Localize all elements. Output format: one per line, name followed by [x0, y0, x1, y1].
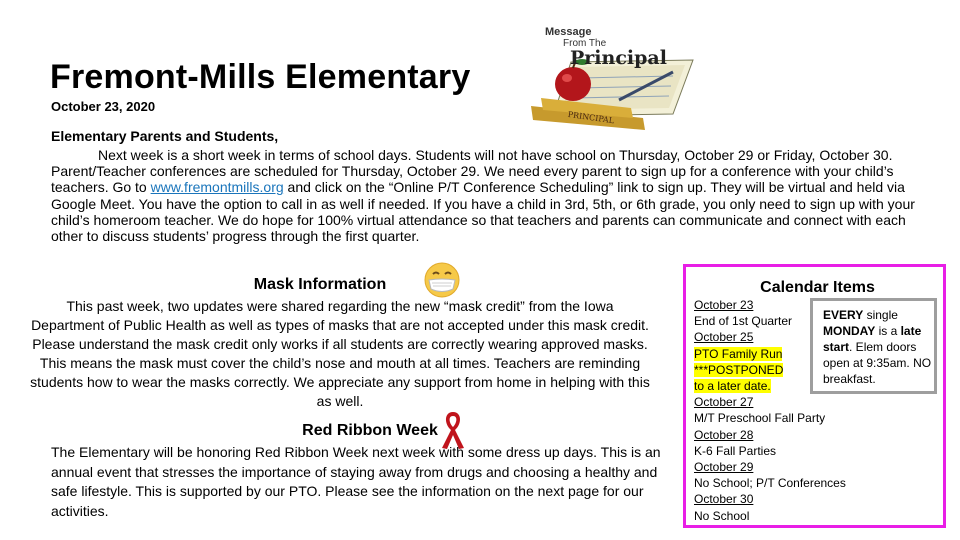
- logo-line3: Principal: [570, 47, 667, 69]
- intro-text-before: Next week is a short week in terms of school days. Students will not have school on Thursday, October 29 or Friday, October 30. Parent/Teacher conferences are scheduled for Thursday, October 29. We need every parent to sign up for a conference with your child’s teachers. Go to: [51, 147, 894, 196]
- calendar-event: M/T Preschool Fall Party: [694, 411, 826, 426]
- calendar-event: End of 1st Quarter: [694, 314, 793, 329]
- calendar-event: No School; P/T Conferences: [694, 476, 846, 491]
- greeting: Elementary Parents and Students,: [51, 128, 279, 144]
- logo-line1: Message: [545, 26, 592, 38]
- calendar-date: October 30: [694, 492, 754, 507]
- message-from-principal-logo: [523, 22, 696, 132]
- calendar-event-highlighted: ***POSTPONED: [694, 362, 784, 377]
- late-start-monday: MONDAY: [823, 324, 876, 338]
- plaque-text: PRINCIPAL: [567, 109, 615, 126]
- intro-text-after: and click on the “Online P/T Conference Scheduling” link to sign up. They will be virtual and held via Google Meet. You have the option to call in as well if needed. If you have a child in 3rd, 5th, or 6th grade, you only need to sign up with your child’s homeroom teacher. We do hope for 100% virtual attendance so that teachers and parents can communicate and connect with each other to discuss students’ progress through the first quarter.: [51, 179, 915, 245]
- late-start-start: start: [823, 340, 850, 354]
- calendar-box: [683, 264, 946, 528]
- calendar-title: Calendar Items: [760, 279, 875, 296]
- calendar-date: October 29: [694, 460, 754, 475]
- late-start-text: is a: [875, 324, 901, 338]
- newsletter-date: October 23, 2020: [51, 99, 156, 114]
- page-title: Fremont-Mills Elementary: [50, 58, 471, 96]
- late-start-note: [810, 298, 937, 394]
- calendar-event-highlighted: PTO Family Run: [694, 346, 783, 361]
- red-ribbon-heading: Red Ribbon Week: [302, 422, 438, 439]
- late-start-late: late: [900, 324, 922, 338]
- face-with-mask-icon: [424, 262, 460, 298]
- late-start-text: . Elem doors open at 9:35am. NO breakfast.: [823, 340, 932, 386]
- calendar-date: October 25: [694, 330, 754, 345]
- calendar-event: K-6 Fall Parties: [694, 443, 777, 458]
- mask-heading: Mask Information: [253, 276, 387, 293]
- intro-paragraph: [51, 147, 941, 244]
- mask-paragraph: This past week, two updates were shared regarding the new “mask credit” from the Iowa Department of Public Health as well as types of masks that are not accepted under this mask credit. Please understand the mask credit only works if all students are correctly wearing approved masks. This means the mask must cover the child’s nose and mouth at all times. Teachers are reminding students how to wear the masks correctly. We appreciate any support from home in helping with this as well.: [30, 298, 650, 409]
- calendar-event: No School: [694, 508, 750, 523]
- red-ribbon-paragraph: The Elementary will be honoring Red Ribbon Week next week with some dress up days. This is an annual event that stresses the importance of staying away from drugs and choosing a healthy and safe lifestyle. This is supported by our PTO. Please see the information on the next page for our activities.: [51, 444, 661, 519]
- calendar-date: October 27: [694, 395, 754, 410]
- late-start-text: single: [863, 308, 898, 322]
- calendar-event-highlighted: to a later date.: [694, 379, 771, 394]
- late-start-every: EVERY: [823, 308, 864, 322]
- logo-line2: From The: [563, 38, 607, 49]
- website-link[interactable]: www.fremontmills.org: [150, 179, 284, 196]
- calendar-date: October 23: [694, 298, 754, 312]
- calendar-date: October 28: [694, 427, 754, 442]
